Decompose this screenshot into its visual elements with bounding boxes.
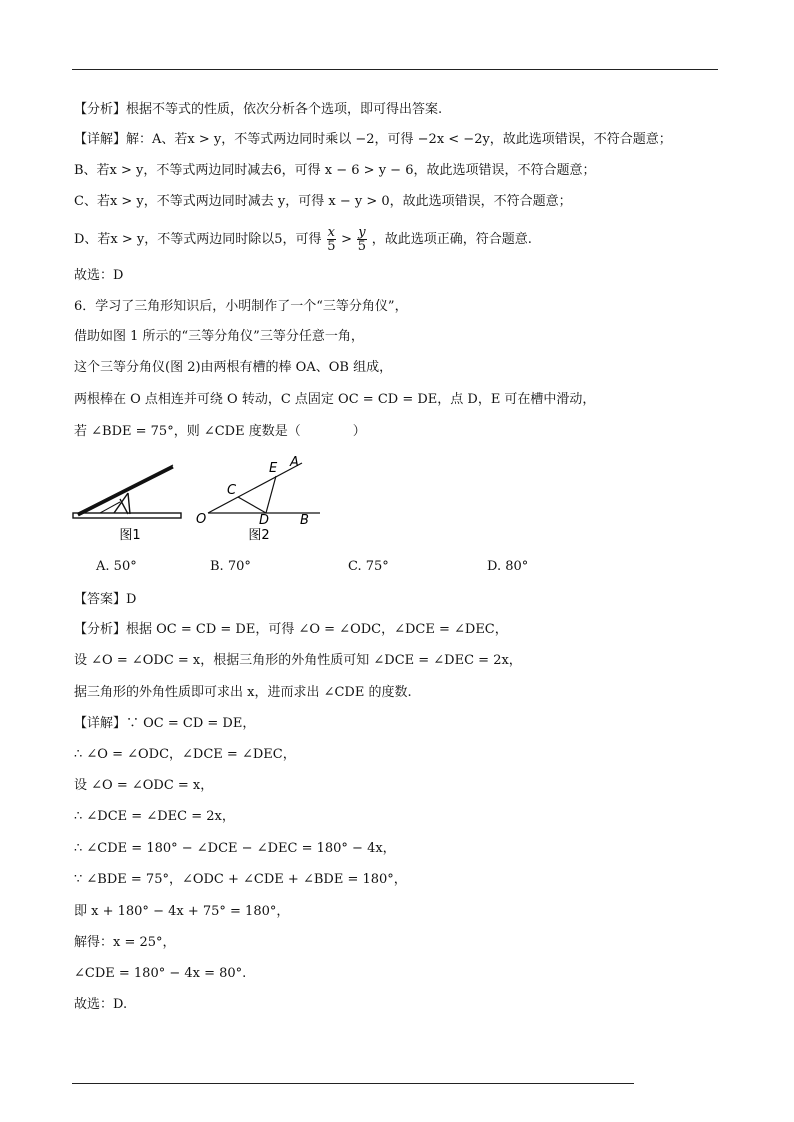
solution-line-3: 据三角形的外角性质即可求出 x，进而求出 ∠CDE 的度数. <box>74 685 412 700</box>
option-d-line <box>74 226 532 253</box>
choice-d <box>487 558 528 576</box>
option-c-line: C、若x > y，不等式两边同时减去 y，可得 x − y > 0，故此选项错误，不符合题意； <box>74 194 572 209</box>
solution-line-6: 设 ∠O = ∠ODC = x， <box>74 778 214 793</box>
answer-line: 【答案】D <box>74 592 137 607</box>
question-6-line-4: 两根棒在 O 点相连并可绕 O 转动，C 点固定 OC = CD = DE，点 D，E 可在槽中滑动， <box>74 392 596 407</box>
figure-2-label: 图2 <box>248 528 270 543</box>
choice-b-letter: B. <box>210 559 224 574</box>
analysis-line: 【分析】根据不等式的性质，依次分析各个选项，即可得出答案. <box>74 102 443 117</box>
fraction-denominator: 5 <box>327 239 336 254</box>
point-B-label: B <box>300 513 309 528</box>
choice-d-value: 80° <box>505 559 529 574</box>
option-d-tail: ，故此选项正确，符合题意. <box>371 232 532 247</box>
choice-c-letter: C. <box>348 559 362 574</box>
fraction-operator: > <box>341 232 353 247</box>
point-A-label: A <box>290 455 299 470</box>
figure-1-label: 图1 <box>119 528 141 543</box>
figure-1-drawing <box>73 465 181 518</box>
point-C-label: C <box>227 483 237 498</box>
option-b-line: B、若x > y，不等式两边同时减去6，可得 x − 6 > y − 6，故此选项错误，不符合题意； <box>74 163 596 178</box>
solution-line-9: ∵ ∠BDE = 75°，∠ODC + ∠CDE + ∠BDE = 180°， <box>74 872 407 887</box>
solution-line-13: 故选：D. <box>74 997 128 1012</box>
option-d-text: D、若x > y，不等式两边同时除以5，可得 <box>74 232 322 247</box>
solution-line-5: ∴ ∠O = ∠ODC，∠DCE = ∠DEC， <box>74 747 296 762</box>
question-6-line-5: 若 ∠BDE = 75°，则 ∠CDE 度数是（ ） <box>74 424 366 439</box>
solution-line-8: ∴ ∠CDE = 180° − ∠DCE − ∠DEC = 180° − 4x， <box>74 841 396 856</box>
solution-line-1: 【分析】根据 OC = CD = DE，可得 ∠O = ∠ODC，∠DCE = ∠DEC， <box>74 622 508 637</box>
question-6-line-2: 借助如图 1 所示的“三等分角仪”三等分任意一角， <box>74 329 364 344</box>
choice-a <box>96 558 137 576</box>
choice-b-value: 70° <box>227 559 251 574</box>
choice-d-letter: D. <box>487 559 502 574</box>
solution-line-10: 即 x + 180° − 4x + 75° = 180°， <box>74 904 290 919</box>
solution-line-4: 【详解】∵ OC = CD = DE， <box>74 716 256 731</box>
fraction-numerator: x <box>327 225 336 240</box>
detail-option-a: 【详解】解：A、若x > y，不等式两边同时乘以 −2，可得 −2x < −2y，故此选项错误，不符合题意； <box>74 132 672 147</box>
point-O-label: O <box>196 512 207 527</box>
choice-c-value: 75° <box>365 559 389 574</box>
figure-2-drawing <box>208 463 320 513</box>
choice-a-value: 50° <box>113 559 137 574</box>
solution-line-7: ∴ ∠DCE = ∠DEC = 2x， <box>74 809 235 824</box>
fraction-numerator: y <box>358 225 366 240</box>
fraction-y-over-5 <box>357 226 366 253</box>
solution-line-2: 设 ∠O = ∠ODC = x，根据三角形的外角性质可知 ∠DCE = ∠DEC = 2x， <box>74 653 522 668</box>
point-D-label: D <box>259 513 270 528</box>
answer-line-1: 故选：D <box>74 268 124 283</box>
choice-a-letter: A. <box>96 559 110 574</box>
header-rule <box>72 69 718 70</box>
question-6-line-1: 6．学习了三角形知识后，小明制作了一个“三等分角仪”， <box>74 299 408 314</box>
question-6-line-3: 这个三等分角仪(图 2)由两根有槽的棒 OA、OB 组成， <box>74 360 393 375</box>
fraction-x-over-5 <box>327 226 336 253</box>
solution-line-11: 解得：x = 25°， <box>74 935 176 950</box>
solution-line-12: ∠CDE = 180° − 4x = 80°. <box>74 966 247 981</box>
footer-rule <box>72 1083 634 1084</box>
point-E-label: E <box>269 461 278 476</box>
fraction-denominator: 5 <box>357 239 367 254</box>
choice-b <box>210 558 251 576</box>
choice-c <box>348 558 389 576</box>
trisector-figures <box>70 452 330 552</box>
